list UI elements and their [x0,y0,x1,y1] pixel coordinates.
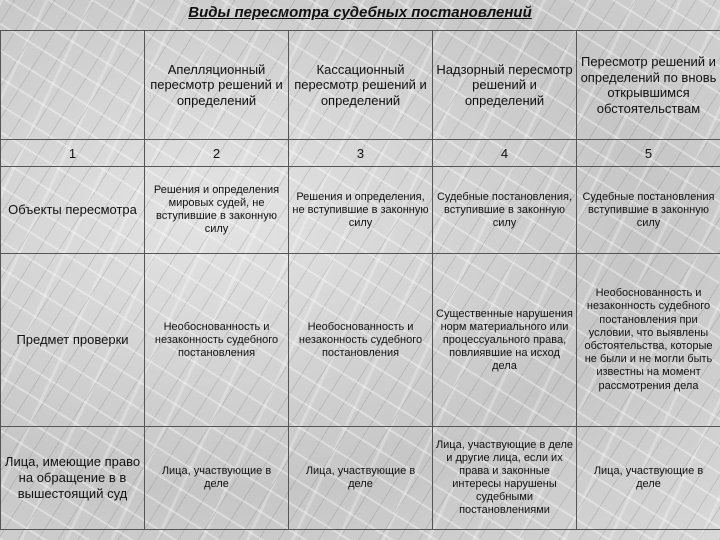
header-appeal: Апелляционный пересмотр решений и определений [145,31,289,140]
table-cell: Судебные постановления, вступившие в законную силу [433,167,577,254]
column-number: 3 [289,140,433,167]
table-row-persons [1,427,720,530]
row-label-objects: Объекты пересмотра [1,167,145,254]
column-number: 1 [1,140,145,167]
row-label-subject: Предмет проверки [1,254,145,427]
table-cell: Лица, участвующие в деле и другие лица, если их права и законные интересы нарушены судебными постановлениями [433,427,577,530]
header-row [1,31,720,140]
table-cell: Необоснованность и незаконность судебного постановления [289,254,433,427]
column-number-row [1,140,720,167]
page-title: Виды пересмотра судебных постановлений [188,4,532,21]
table-cell: Судебные постановления вступившие в законную силу [577,167,720,254]
table-cell: Лица, участвующие в деле [577,427,720,530]
table-cell: Существенные нарушения норм материального или процессуального права, повлиявшие на исход дела [433,254,577,427]
table-row-subject [1,254,720,427]
table-cell: Лица, участвующие в деле [145,427,289,530]
row-label-persons: Лица, имеющие право на обращение в в вышестоящий суд [1,427,145,530]
column-number: 5 [577,140,720,167]
header-corner-cell [1,31,145,140]
header-cassation: Кассационный пересмотр решений и определений [289,31,433,140]
table-cell: Необоснованность и незаконность судебного постановления при условии, что выявлены обстоятельства, которые не были и не могли быть известны на момент рассмотрения дела [577,254,720,427]
column-number: 4 [433,140,577,167]
header-supervisory: Надзорный пересмотр решений и определений [433,31,577,140]
table-cell: Решения и определения, не вступившие в законную силу [289,167,433,254]
header-new-circumstances: Пересмотр решений и определений по вновь открывшимся обстоятельствам [577,31,720,140]
table-cell: Решения и определения мировых судей, не вступившие в законную силу [145,167,289,254]
column-number: 2 [145,140,289,167]
table-row-objects [1,167,720,254]
table-cell: Необоснованность и незаконность судебного постановления [145,254,289,427]
review-types-table [0,30,720,530]
table-cell: Лица, участвующие в деле [289,427,433,530]
